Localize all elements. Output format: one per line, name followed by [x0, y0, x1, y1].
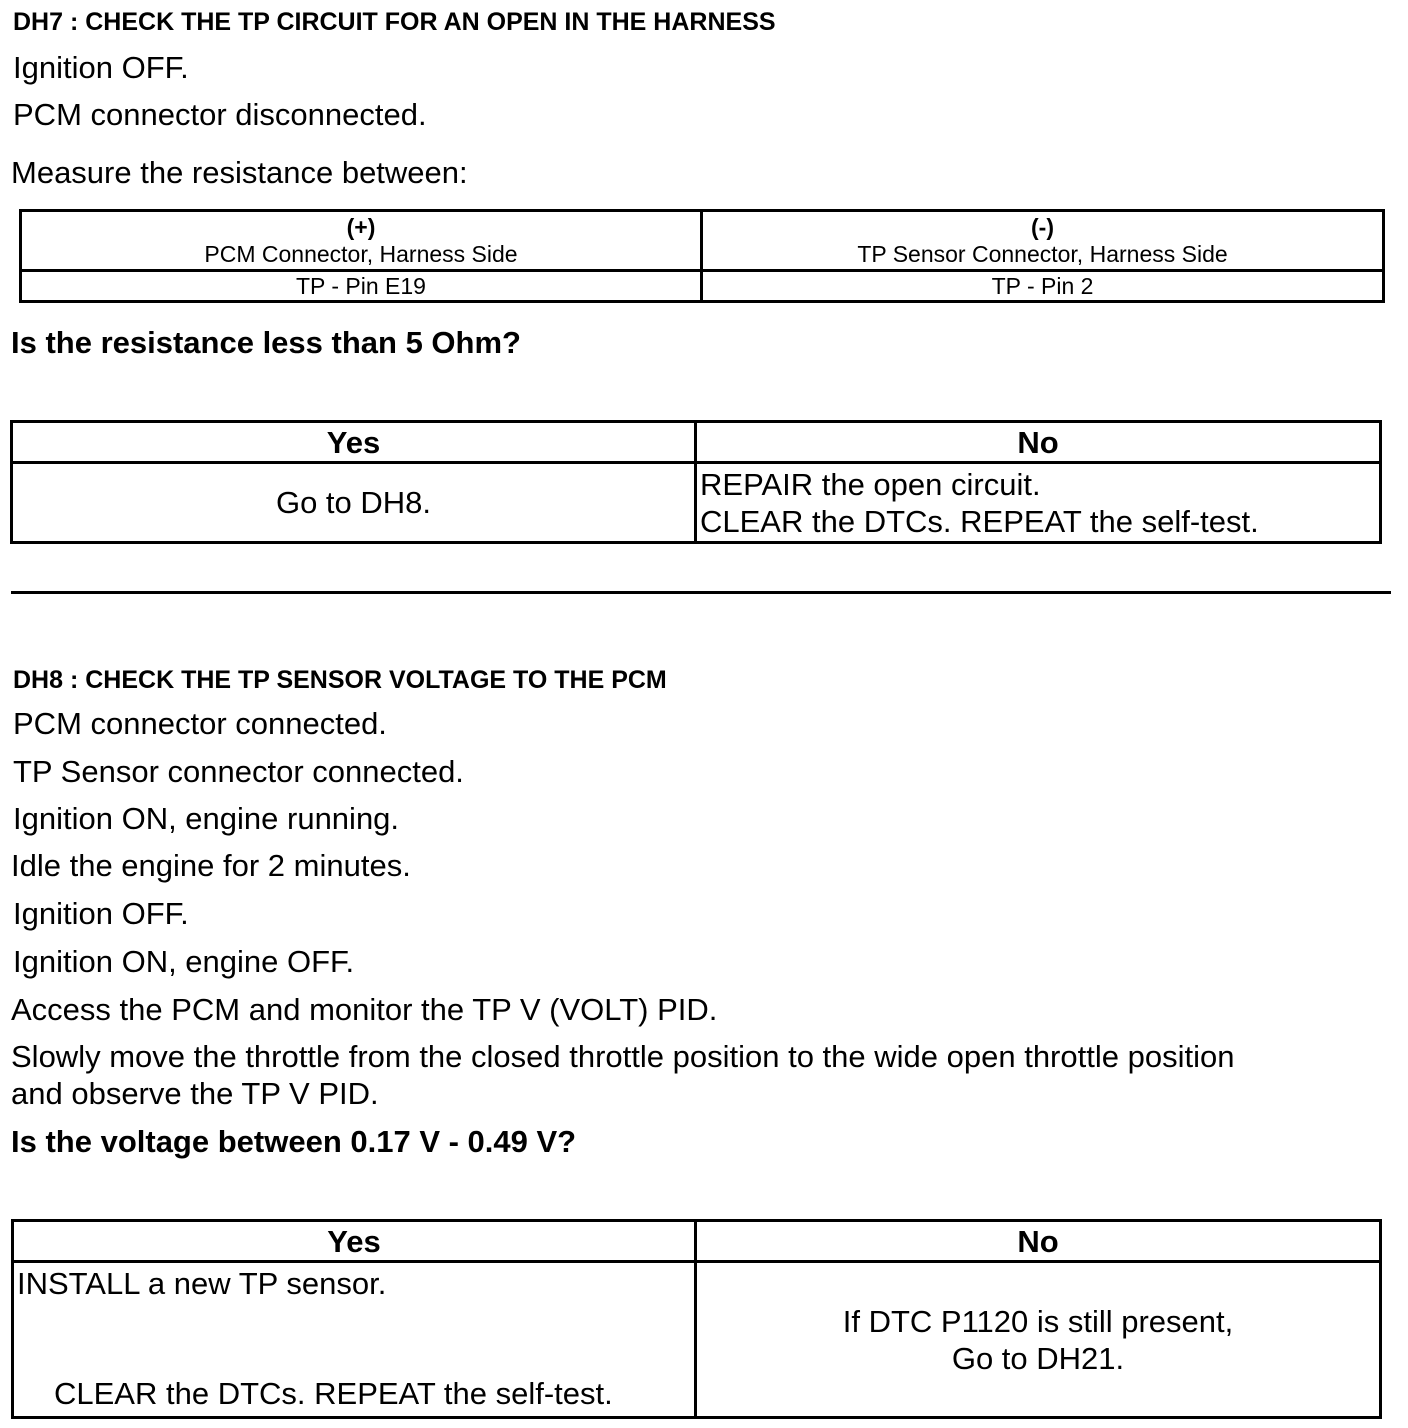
no-action-line: CLEAR the DTCs. REPEAT the self-test. [700, 503, 1259, 539]
section-divider [11, 591, 1391, 594]
yes-action-line: INSTALL a new TP sensor. [17, 1266, 387, 1301]
dh8-step: Ignition ON, engine OFF. [13, 944, 355, 979]
dh8-step: TP Sensor connector connected. [13, 754, 464, 789]
dh7-measurement-table [19, 209, 1385, 303]
negative-probe-header [702, 211, 1384, 271]
pcm-connector-header: PCM Connector, Harness Side [204, 240, 518, 267]
no-header: No [696, 1221, 1381, 1262]
dh8-step: Access the PCM and monitor the TP V (VOLT) PID. [11, 992, 718, 1027]
no-header: No [696, 422, 1381, 463]
pcm-pin-value: TP - Pin E19 [21, 271, 702, 302]
no-action-line: REPAIR the open circuit. [700, 466, 1041, 502]
no-action-line: If DTC P1120 is still present, [842, 1303, 1234, 1339]
no-action-line: Go to DH21. [951, 1340, 1125, 1376]
yes-header: Yes [12, 422, 696, 463]
dh7-step: Ignition OFF. [13, 50, 189, 85]
dh8-result-table [11, 1219, 1382, 1419]
tp-sensor-pin-value: TP - Pin 2 [702, 271, 1384, 302]
no-action [696, 463, 1381, 543]
dh8-title: DH8 : CHECK THE TP SENSOR VOLTAGE TO THE PCM [13, 666, 667, 694]
dh8-step: and observe the TP V PID. [11, 1076, 379, 1111]
dh8-question: Is the voltage between 0.17 V - 0.49 V? [11, 1124, 577, 1159]
yes-action: Go to DH8. [12, 463, 696, 543]
positive-probe-header [21, 211, 702, 271]
no-action [696, 1262, 1381, 1418]
dh8-step: Slowly move the throttle from the closed throttle position to the wide open throttle position [11, 1039, 1235, 1074]
dh8-step: PCM connector connected. [13, 706, 387, 741]
dh8-step: Ignition OFF. [13, 896, 189, 931]
dh8-step: Idle the engine for 2 minutes. [11, 848, 411, 883]
tp-sensor-connector-header: TP Sensor Connector, Harness Side [857, 240, 1228, 267]
dh7-title: DH7 : CHECK THE TP CIRCUIT FOR AN OPEN IN THE HARNESS [13, 8, 776, 36]
positive-sign: (+) [346, 213, 376, 240]
dh7-result-table [10, 420, 1382, 544]
negative-sign: (-) [1031, 213, 1054, 240]
dh8-step: Ignition ON, engine running. [13, 801, 400, 836]
yes-action [13, 1262, 696, 1418]
yes-action-line: CLEAR the DTCs. REPEAT the self-test. [54, 1376, 613, 1411]
dh7-step: PCM connector disconnected. [13, 97, 427, 132]
dh7-measure-instruction: Measure the resistance between: [11, 155, 468, 190]
yes-header: Yes [13, 1221, 696, 1262]
dh7-question: Is the resistance less than 5 Ohm? [11, 325, 521, 360]
